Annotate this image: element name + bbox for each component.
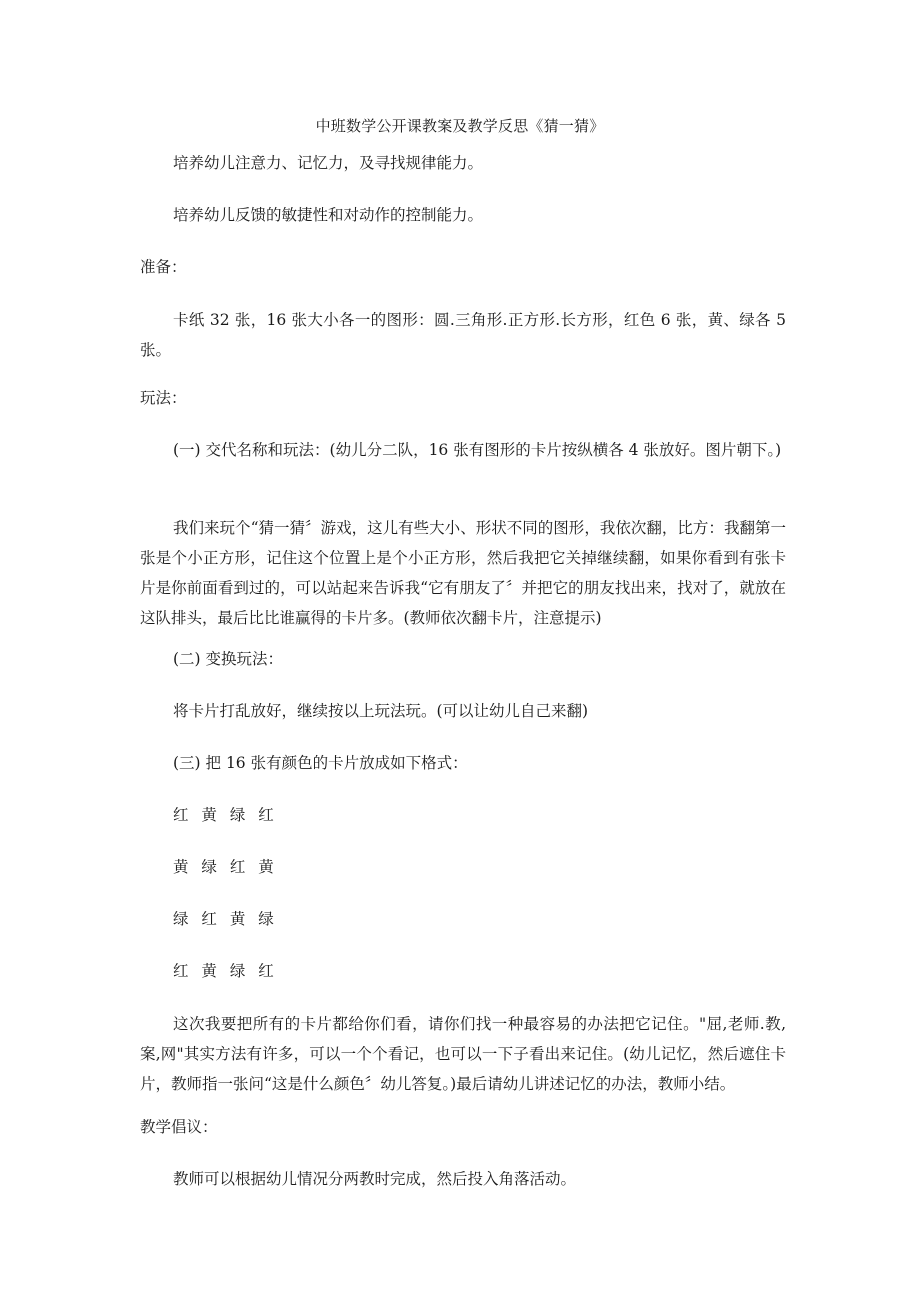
color-grid-row-3: 绿 红 黄 绿: [173, 910, 275, 928]
color-grid-row-2: 黄 绿 红 黄: [173, 858, 275, 876]
advice-heading: 教学倡议：: [140, 1118, 218, 1136]
color-grid-row-4: 红 黄 绿 红: [173, 962, 275, 980]
preparation-heading: 准备：: [140, 258, 187, 276]
color-grid-row-1: 红 黄 绿 红: [173, 806, 275, 824]
step-3-paragraph: (三) 把 16 张有颜色的卡片放成如下格式：: [173, 754, 468, 772]
step-2-detail-paragraph: 将卡片打乱放好，继续按以上玩法玩。(可以让幼儿自己来翻): [173, 702, 589, 720]
goal-paragraph-1: 培养幼儿注意力、记忆力，及寻找规律能力。: [173, 154, 484, 172]
step-2-paragraph: (二) 变换玩法：: [173, 650, 284, 668]
step-1-detail-paragraph: 我们来玩个“猜一猜〞游戏，这儿有些大小、形状不同的图形，我依次翻，比方：我翻第一张是个小正方形，记住这个位置上是个小正方形，然后我把它关掉继续翻，如果你看到有张卡片是你前面看到过的，可以站起来告诉我“它有朋友了〞并把它的朋友找出来，找对了，就放在这队排头，最后比比谁赢得的卡片多。(教师依次翻卡片，注意提示): [140, 519, 786, 627]
goal-paragraph-2: 培养幼儿反馈的敏捷性和对动作的控制能力。: [173, 206, 484, 224]
step-1-paragraph: (一) 交代名称和玩法：(幼儿分二队，16 张有图形的卡片按纵横各 4 张放好。图片朝下。): [173, 441, 782, 459]
step-3-detail-paragraph: 这次我要把所有的卡片都给你们看，请你们找一种最容易的办法把它记住。"屈,老师.教,案,网"其实方法有许多，可以一个个看记，也可以一下子看出来记住。(幼儿记忆，然后遮住卡片，教师指一张问“这是什么颜色〞幼儿答复。)最后请幼儿讲述记忆的办法，教师小结。: [140, 1015, 786, 1093]
preparation-paragraph: 卡纸 32 张，16 张大小各一的图形：圆.三角形.正方形.长方形，红色 6 张，黄、绿各 5 张。: [140, 311, 786, 359]
play-heading: 玩法：: [140, 389, 187, 407]
advice-paragraph: 教师可以根据幼儿情况分两教时完成，然后投入角落活动。: [173, 1170, 577, 1188]
document-title: 中班数学公开课教案及教学反思《猜一猜》: [315, 117, 605, 135]
